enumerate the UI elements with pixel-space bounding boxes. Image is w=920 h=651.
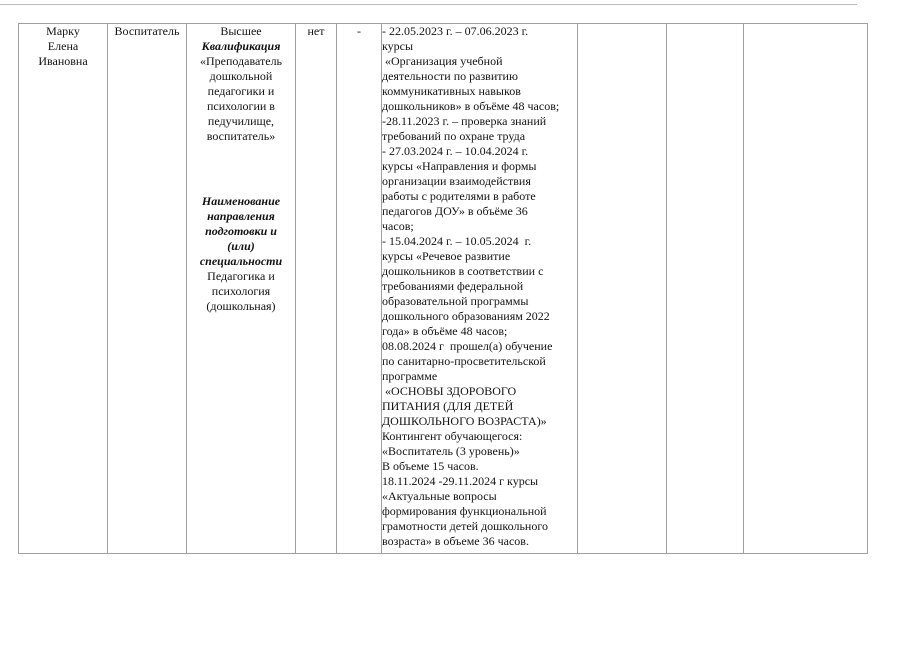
cell-academic-rank [337,24,382,554]
empty-cell-1 [578,24,667,554]
academic-degree-value: нет [307,24,325,38]
employee-name: Марку Елена Ивановна [38,24,88,68]
qualification-text: «Преподаватель дошкольной педагогики и психологии в педучилище, воспитатель» [199,54,283,143]
table-row [19,24,868,554]
empty-cell-3 [744,24,868,554]
cell-position [108,24,187,554]
cell-fio [19,24,108,554]
cell-education [187,24,296,554]
position-label: Воспитатель [114,24,180,38]
cell-academic-degree [296,24,337,554]
page-top-rule [0,4,857,5]
training-history-text: - 22.05.2023 г. – 07.06.2023 г. курсы «Организация учебной деятельности по развитию коммуникативных навыков дошкольников» в объёме 48 часов; -28.11.2023 г. – проверка знаний требований по охране труда - 27.03.2024 г. – 10.04.2024 г. курсы «Направления и формы организации взаимодействия работы с родителями в работе педагогов ДОУ» в объёме 36 часов; - 15.04.2024 г. – 10.05.2024 г. курсы «Речевое развитие дошкольников в соответствии с требованиями федеральной образовательной программы дошкольного образованиям 2022 года» в объёме 48 часов; 08.08.2024 г прошел(а) обучение по санитарно-просветительской программе «ОСНОВЫ ЗДОРОВОГО ПИТАНИЯ (ДЛЯ ДЕТЕЙ ДОШКОЛЬНОГО ВОЗРАСТА)» Контингент обучающегося: «Воспитатель (3 уровень)» В объеме 15 часов. 18.11.2024 -29.11.2024 г курсы «Актуальные вопросы формирования функциональной грамотности детей дошкольного возраста» в объеме 36 часов. [382,24,560,548]
specialty-label: Наименование направления подготовки и (или) специальности [199,194,283,268]
cell-professional-training [382,24,578,554]
specialty-text: Педагогика и психология (дошкольная) [206,269,276,313]
education-level: Высшее [220,24,262,38]
empty-cell-2 [667,24,744,554]
academic-rank-value: - [357,24,361,38]
qualification-label: Квалификация [201,39,281,53]
staff-table [18,23,868,554]
